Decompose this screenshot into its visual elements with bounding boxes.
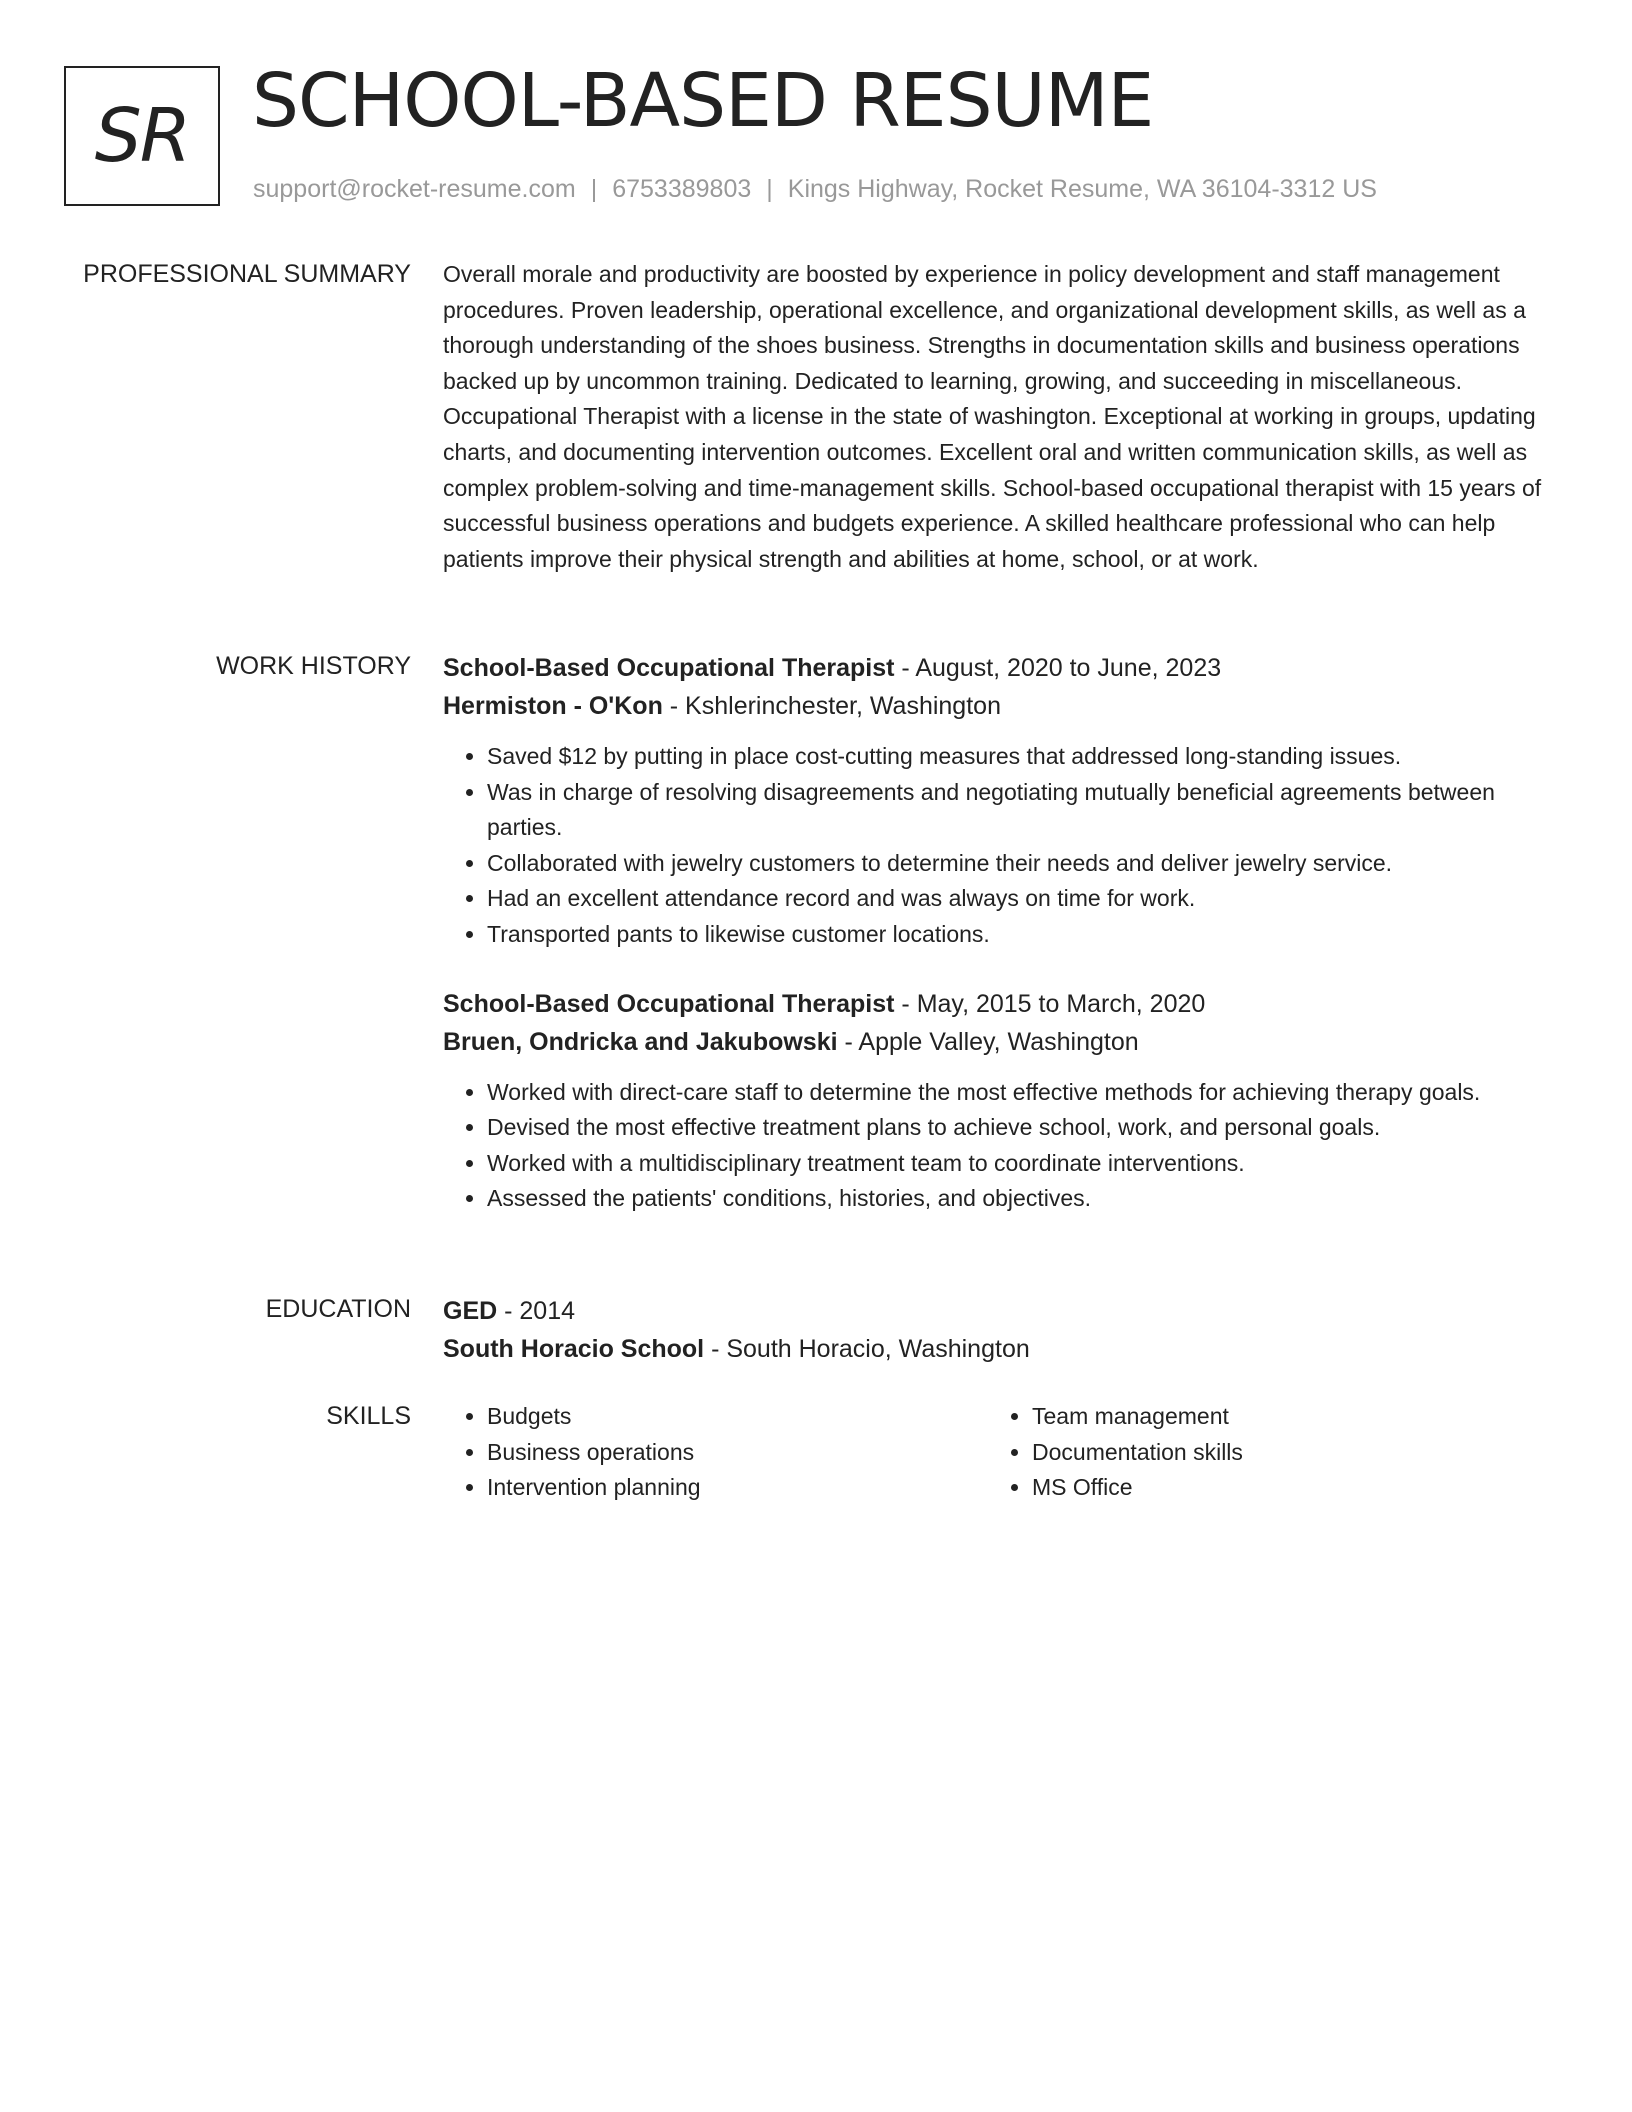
skills-list (443, 1399, 988, 1506)
education-location: - South Horacio, Washington (704, 1335, 1030, 1363)
job-title-line (443, 649, 1548, 687)
education-degree: GED (443, 1297, 498, 1325)
job-employer: Hermiston - O'Kon (443, 692, 663, 720)
monogram-box (64, 66, 220, 206)
contact-address: Kings Highway, Rocket Resume, WA 36104-3312 US (787, 175, 1377, 203)
skills-grid (443, 1399, 1548, 1506)
job-bullets (443, 1075, 1548, 1217)
education-degree-line (443, 1292, 1548, 1330)
job-title: School-Based Occupational Therapist (443, 989, 895, 1018)
skill-item: • Team management (1032, 1399, 1533, 1435)
skills-column-left (443, 1399, 988, 1506)
contact-separator: | (590, 175, 598, 203)
job-location: - Apple Valley, Washington (837, 1027, 1139, 1056)
contact-separator: | (766, 175, 773, 203)
skill-item: • Budgets (487, 1399, 988, 1435)
monogram-initials: SR (94, 93, 190, 179)
section-label-skills: SKILLS (326, 1402, 411, 1430)
job-bullets (443, 739, 1548, 953)
job-title-line (443, 985, 1548, 1023)
job-employer-line (443, 1023, 1548, 1061)
section-label-summary: PROFESSIONAL SUMMARY (83, 260, 411, 288)
job-dates: - August, 2020 to June, 2023 (894, 654, 1222, 682)
work-history-body (443, 649, 1548, 1217)
job-entry (443, 649, 1548, 953)
skill-item: • Business operations (487, 1435, 988, 1471)
section-label-education: EDUCATION (265, 1295, 411, 1323)
job-title: School-Based Occupational Therapist (443, 654, 895, 682)
job-bullet: • Worked with a multidisciplinary treatment team to coordinate interventions. (487, 1146, 1548, 1182)
job-bullet: • Saved $12 by putting in place cost-cutting measures that addressed long-standing issues. (487, 739, 1548, 775)
summary-body (443, 257, 1548, 577)
job-bullet: • Was in charge of resolving disagreements and negotiating mutually beneficial agreements between parties. (487, 775, 1548, 846)
education-school: South Horacio School (443, 1335, 705, 1363)
contact-email: support@rocket-resume.com (253, 175, 576, 203)
education-school-line (443, 1330, 1548, 1368)
skill-item: • Documentation skills (1032, 1435, 1533, 1471)
job-entry (443, 985, 1548, 1217)
job-location: - Kshlerinchester, Washington (662, 692, 1001, 720)
education-year: - 2014 (497, 1297, 576, 1325)
skill-item: • MS Office (1032, 1470, 1533, 1506)
contact-line (253, 172, 1377, 206)
education-body (443, 1292, 1548, 1368)
skills-body (443, 1399, 1548, 1506)
job-bullet: • Collaborated with jewelry customers to determine their needs and deliver jewelry service. (487, 846, 1548, 882)
job-dates: - May, 2015 to March, 2020 (894, 989, 1206, 1018)
job-employer-line (443, 687, 1548, 725)
section-label-work-history: WORK HISTORY (216, 652, 411, 680)
contact-phone: 6753389803 (612, 175, 752, 203)
job-bullet: • Transported pants to likewise customer locations. (487, 917, 1548, 953)
summary-text: Overall morale and productivity are boosted by experience in policy development and staff management procedures. Proven leadership, operational excellence, and organizational development skills, as well as a thorough understanding of the shoes business. Strengths in documentation skills and business operations backed up by uncommon training. Dedicated to learning, growing, and succeeding in miscellaneous. Occupational Therapist with a license in the state of washington. Exceptional at working in groups, updating charts, and documenting intervention outcomes. Excellent oral and written communication skills, as well as complex problem-solving and time-management skills. School-based occupational therapist with 15 years of successful business operations and budgets experience. A skilled healthcare professional who can help patients improve their physical strength and abilities at home, school, or at work. (443, 261, 1542, 572)
job-bullet: • Devised the most effective treatment plans to achieve school, work, and personal goals. (487, 1110, 1548, 1146)
skill-item: • Intervention planning (487, 1470, 988, 1506)
skills-list (988, 1399, 1533, 1506)
resume-title: SCHOOL-BASED RESUME (252, 58, 1154, 144)
job-bullet: • Worked with direct-care staff to determine the most effective methods for achieving therapy goals. (487, 1075, 1548, 1111)
job-bullet: • Assessed the patients' conditions, histories, and objectives. (487, 1181, 1548, 1217)
job-bullet: • Had an excellent attendance record and was always on time for work. (487, 881, 1548, 917)
skills-column-right (988, 1399, 1533, 1506)
job-employer: Bruen, Ondricka and Jakubowski (443, 1027, 838, 1056)
